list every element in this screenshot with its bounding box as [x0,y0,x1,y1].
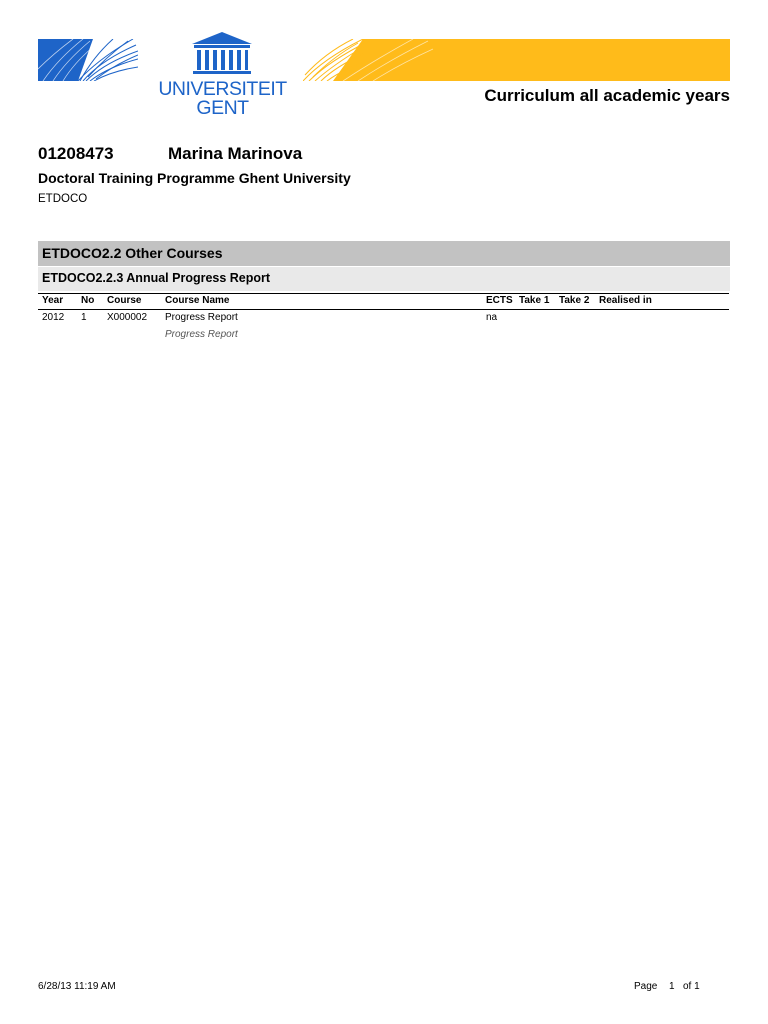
cell-course-description: Progress Report [165,329,238,340]
section-title: ETDOCO2.2 Other Courses [42,245,223,261]
subsection-header [38,267,730,291]
logo-line-2: GENT [196,97,249,119]
page-label: Page [634,981,658,992]
header-banner-left [38,39,138,81]
page-number: 1 [669,981,675,992]
col-header-take2: Take 2 [559,295,590,306]
programme-name: Doctoral Training Programme Ghent University [38,170,351,186]
header-banner-right [303,39,730,81]
table-top-rule [38,293,729,294]
document-title: Curriculum all academic years [484,86,730,105]
cell-no: 1 [81,312,87,323]
programme-code: ETDOCO [38,193,88,205]
col-header-realised-in: Realised in [599,295,652,306]
col-header-no: No [81,295,95,306]
page-total: of 1 [683,981,700,992]
col-header-year: Year [42,295,64,306]
grass-pattern-yellow [303,39,730,81]
print-date: 6/28/13 11:19 AM [38,981,116,992]
cell-year: 2012 [42,312,65,323]
grass-pattern-blue [38,39,138,81]
student-id: 01208473 [38,144,114,163]
col-header-course-name: Course Name [165,295,230,306]
table-header-rule [38,309,729,310]
student-name: Marina Marinova [168,144,303,163]
col-header-course: Course [107,295,142,306]
building-icon [150,30,295,82]
logo-line-1: UNIVERSITEIT [158,78,287,100]
col-header-ects: ECTS [486,295,513,306]
subsection-title: ETDOCO2.2.3 Annual Progress Report [42,271,271,285]
col-header-take1: Take 1 [519,295,550,306]
section-header [38,241,730,266]
cell-ects: na [486,312,498,323]
university-logo [150,30,295,118]
cell-course-name: Progress Report [165,312,238,323]
cell-course: X000002 [107,312,148,323]
